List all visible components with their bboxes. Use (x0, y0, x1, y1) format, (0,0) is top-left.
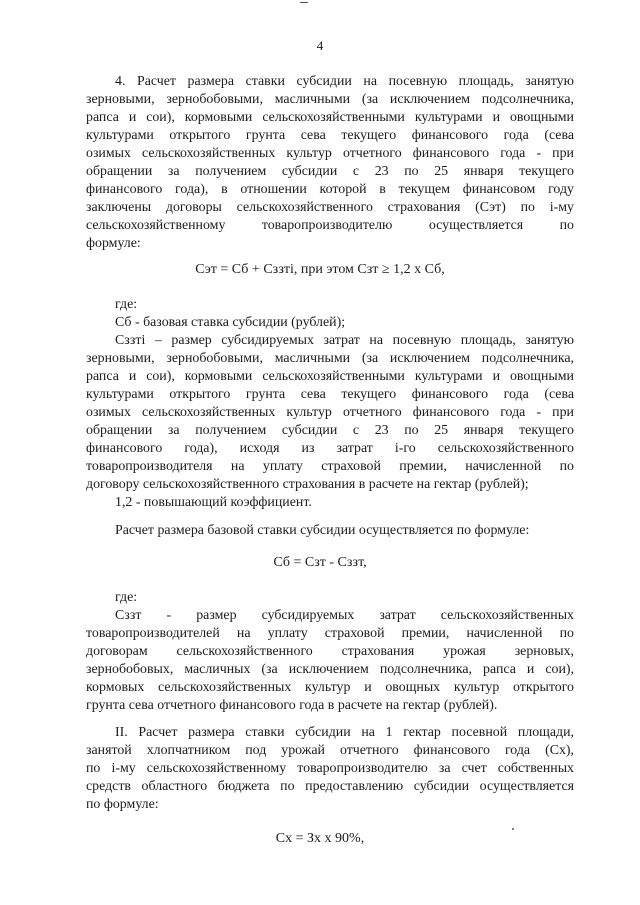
legend-item-szzt-line: обращении за получением субсидии с 23 по 25 января текущего (86, 423, 574, 438)
section4-line: рапса и сои), кормовыми сельскохозяйственными культурами и овощными (86, 110, 574, 125)
section2-line: II. Расчет размера ставки субсидии на 1 гектар посевной площади, (115, 725, 574, 740)
legend-item-szzt-line: культурами открытого грунта сева текущего финансового года (сева (86, 387, 574, 402)
legend-item-sb: Сб - базовая ставка субсидии (рублей); (115, 315, 346, 330)
where-label: где: (115, 590, 138, 605)
base-rate-intro: Расчет размера базовой ставки субсидии осуществляется по формуле: (115, 523, 530, 538)
legend-item-szzt-line: озимых сельскохозяйственных культур отчетного финансового года - при (86, 405, 574, 420)
section4-line: зерновыми, зернобобовыми, масличными (за исключением подсолнечника, (86, 92, 574, 107)
section4-line: финансового года), в отношении которой в текущем финансовом году (86, 182, 574, 197)
section4-line: формуле: (86, 236, 141, 251)
where-label: где: (115, 297, 138, 312)
section4-line: заключены договоры сельскохозяйственного страхования (Сэт) по i-му (86, 200, 574, 215)
section4-line: озимых сельскохозяйственных культур отчетного финансового года - при (86, 146, 574, 161)
section4-line: обращении за получением субсидии с 23 по 25 января текущего (86, 164, 574, 179)
legend-item-szzt-line: Сззт - размер субсидируемых затрат сельскохозяйственных (115, 608, 574, 623)
section2-line: средств областного бюджета по предоставлению субсидии осуществляется (86, 779, 574, 794)
scan-speck (300, 2, 308, 3)
legend-item-szzt-line: Сззтi – размер субсидируемых затрат на посевную площадь, занятую (115, 333, 574, 348)
legend-item-szzt-line: финансового года), исходя из затрат i-го сельскохозяйственного (86, 441, 574, 456)
legend-item-szzt-line: товаропроизводителей на уплату страховой премии, начисленной по (86, 626, 574, 641)
formula-cotton-rate: Сх = Зх х 90%, (275, 831, 365, 846)
formula-subsidy-rate: Сэт = Сб + Сззтi, при этом Сзт ≥ 1,2 х Сб, (195, 262, 445, 277)
legend-item-szzt-line: договору сельскохозяйственного страхования в расчете на гектар (рублей); (86, 477, 529, 492)
legend-item-szzt-line: кормовых сельскохозяйственных культур и овощных культур открытого (86, 680, 574, 695)
legend-item-coefficient: 1,2 - повышающий коэффициент. (115, 495, 312, 510)
section4-line: сельскохозяйственному товаропроизводителю осуществляется по (86, 218, 574, 233)
page-number: 4 (316, 38, 324, 53)
section2-line: по i-му сельскохозяйственному товаропроизводителю за счет собственных (86, 761, 574, 776)
legend-item-szzt-line: товаропроизводителя на уплату страховой премии, начисленной по (86, 459, 574, 474)
legend-item-szzt-line: зерновыми, зернобобовыми, масличными (за исключением подсолнечника, (86, 351, 574, 366)
section2-line: занятой хлопчатником под урожай отчетного финансового года (Сх), (86, 743, 574, 758)
section2-line: по формуле: (86, 797, 159, 812)
legend-item-szzt-line: рапса и сои), кормовыми сельскохозяйственными культурами и овощными (86, 369, 574, 384)
legend-item-szzt-line: грунта сева отчетного финансового года в расчете на гектар (рублей). (86, 698, 498, 713)
legend-item-szzt-line: договорам сельскохозяйственного страхования урожая зерновых, (86, 644, 574, 659)
formula-base-rate: Сб = Сзт - Сззт, (273, 555, 367, 570)
section4-line: культурами открытого грунта сева текущего финансового года (сева (86, 128, 574, 143)
legend-item-szzt-line: зернобобовых, масличных (за исключением подсолнечника, рапса и сои), (86, 662, 574, 677)
scan-speck (512, 828, 514, 830)
section4-line: 4. Расчет размера ставки субсидии на посевную площадь, занятую (115, 74, 574, 89)
